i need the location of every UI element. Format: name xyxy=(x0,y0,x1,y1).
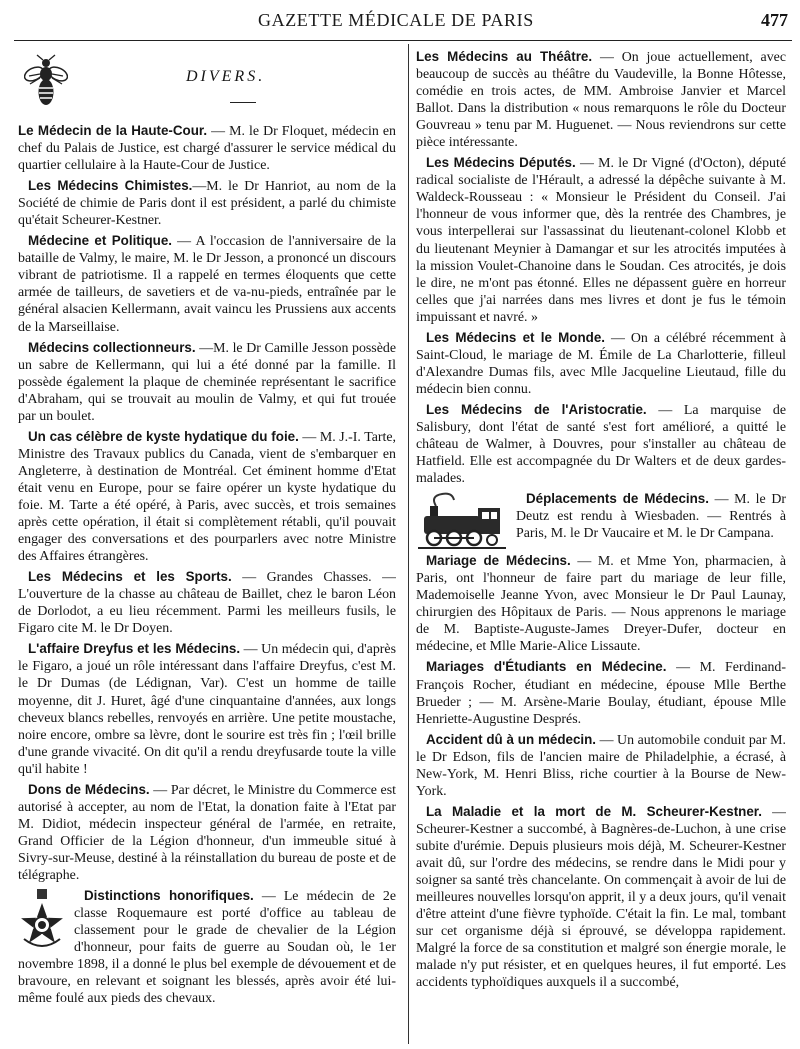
legion-of-honour-medal-icon xyxy=(18,889,66,951)
journal-title: GAZETTE MÉDICALE DE PARIS xyxy=(258,10,534,30)
article-heading: La Maladie et la mort de M. Scheurer-Kestner. xyxy=(426,803,762,819)
article-heading: Médecine et Politique. xyxy=(28,233,173,249)
left-column xyxy=(18,48,396,1010)
article xyxy=(18,428,396,565)
article-body: — On a célébré récemment à Saint-Cloud, le mariage de M. Émile de La Charlotterie, filleul d'Alexandre Dumas fils, avec Mlle Jacqueline Lieutaud, fille du médecin bien connu. xyxy=(416,330,786,397)
section-header xyxy=(18,48,396,122)
header-rule xyxy=(14,40,792,41)
article-heading: Les Médecins Députés. xyxy=(426,155,576,171)
article-body: — M. J.-I. Tarte, Ministre des Travaux publics du Canada, vient de s'embarquer en Angleterre, à destination de Montréal. Cet éminent homme d'Etat était venu en Europe, pour se faire opérer un kyste hydatique du foie. M. Tarte a été opéré, à Paris, avec succès, et trois semaines après cette opération, il était si complètement rétabli, qu'il pouvait engager des conversations et des pourparlers avec notre Ministre des Affaires étrangères. xyxy=(18,429,396,565)
article xyxy=(18,122,396,174)
article xyxy=(18,177,396,229)
article-body: — La marquise de Salisbury, dont l'état de santé s'est fort amélioré, a quitté le château de Walmer, à Douvres, pour s'installer au château de Hatfield. Elle est accompagnée du Dr Walters et de deux gardes-malades. xyxy=(416,402,786,487)
page-number: 477 xyxy=(761,10,788,30)
article xyxy=(416,803,786,992)
right-column xyxy=(416,48,786,994)
article xyxy=(416,731,786,800)
article-heading: Les Médecins et les Sports. xyxy=(28,569,232,585)
bee-icon xyxy=(24,54,68,108)
article xyxy=(416,658,786,727)
column-divider xyxy=(408,44,409,1044)
section-rule xyxy=(230,102,256,103)
article-body: — M. le Dr Deutz est rendu à Wiesbaden. — Rentrés à Paris, M. le Dr Vaucaire et M. le Dr Campana. xyxy=(516,492,786,542)
article xyxy=(416,401,786,487)
article xyxy=(18,232,396,335)
article-body: —M. le Dr Camille Jesson possède un sabre de Kellermann, qui lui a été donné par la famille. Il possède également la plaque de cheminée représentant le sacrifice d'Abraham, qui se trouvait au moulin de Valmy, et qui fut trouée par un boulet. xyxy=(18,340,396,424)
article-body: —M. le Dr Hanriot, au nom de la Société de chimie de Paris dont il est président, a parlé du chimiste qu'était Scheurer-Kestner. xyxy=(18,179,396,229)
article-heading: Le Médecin de la Haute-Cour. xyxy=(18,123,208,138)
article xyxy=(416,490,786,542)
article xyxy=(18,887,396,1007)
section-title: DIVERS. xyxy=(186,68,266,85)
article-heading: Les Médecins de l'Aristocratie. xyxy=(426,401,647,417)
article xyxy=(18,781,396,884)
article-heading: Distinctions honorifiques. xyxy=(84,888,254,904)
article-heading: Accident dû à un médecin. xyxy=(426,731,597,747)
article-heading: Médecins collectionneurs. xyxy=(28,339,196,355)
article xyxy=(416,329,786,398)
article-body: — On joue actuellement, avec beaucoup de succès au théâtre du Vaudeville, la Bonne Hôtesse, comédie en trois actes, de MM. Ambroise Janvier et Marcel Ballot. Dans la distribution « nous remarquons le rôle du Docteur Gouvreau » tenu par M. Huguenet. — Nous reviendrons sur cette pièce intéressante. xyxy=(416,50,786,151)
article-body: — Scheurer-Kestner a succombé, à Bagnères-de-Luchon, à une crise subite d'urémie. Depuis plusieurs mois déjà, M. Scheurer-Kestner avait dû, sur l'ordre des médecins, se rendre dans le Midi pour y soigner sa santé très chancelante. On commençait à avoir de lui de meilleures nouvelles lorsqu'on apprit, il y a deux jours, qu'il venait d'être atteint d'une fièvre typhoïde. C'était la fin. Le mal, tombant sur cet organisme déjà si éprouvé, se développa rapidement. Malgré la force de sa constitution et malgré son énergie morale, le malade n'y put résister, et en quelques heures, il fut emporté. Les accidents typhoïdiques auxquels il a succombé, xyxy=(416,804,786,991)
article-heading: Un cas célèbre de kyste hydatique du foie. xyxy=(28,428,299,444)
article xyxy=(18,339,396,425)
article-body: — Un médecin qui, d'après le Figaro, a joué un rôle intéressant dans l'affaire Dreyfus, c'est M. le Dr Dumas (de Lédignan, Var). C'est un homme de taille moyenne, dit J. Huret, âgé d'une cinquantaine d'années, aux longs cheveux blancs rebelles, renvoyés en arrière. Une petite moustache, noire encore, ombre sa lèvre, dont le sourire est très fin ; l'œil brille d'une grande vivacité. On dit qu'il a rendu dreyfusarde toute la ville qu'il habite ! xyxy=(18,642,396,777)
article-heading: Les Médecins au Théâtre. xyxy=(416,49,593,64)
article-heading: Dons de Médecins. xyxy=(28,781,150,797)
article-body: — Un automobile conduit par M. le Dr Edson, fils de l'ancien maire de Philadelphie, a écrasé, à New-York, M. Henri Bliss, riche courtier à la Bourse de New-York. xyxy=(416,732,786,799)
article-body: — M. et Mme Yon, pharmacien, à Paris, ont l'honneur de faire part du mariage de leur fille, Mademoiselle Jeanne Yvon, avec Monsieur le Dr Paul Launay, chirurgien des Hôpitaux de Paris. — Nous apprenons le mariage de M. Baptiste-Auguste-James Dreyer-Dufer, docteur en médecine, et Mlle Marie-Alice Lissaute. xyxy=(416,554,786,655)
article xyxy=(416,48,786,151)
article-heading: Les Médecins et le Monde. xyxy=(426,329,606,345)
article-body: — Grandes Chasses. — L'ouverture de la chasse au château de Baillet, chez le baron Léon de Dorlodot, a eu lieu récemment. Parmi les meilleurs fusils, le Figaro cite M. le Dr Doyen. xyxy=(18,570,396,637)
article xyxy=(18,640,396,777)
article-body: — M. le Dr Floquet, médecin en chef du Palais de Justice, est chargé d'assurer le service médical du quartier cellulaire à la Haute-Cour de Justice. xyxy=(18,124,396,174)
article-heading: Déplacements de Médecins. xyxy=(526,491,709,507)
article-heading: L'affaire Dreyfus et les Médecins. xyxy=(28,641,241,657)
article xyxy=(416,552,786,655)
article-body: — Par décret, le Ministre du Commerce est autorisé à accepter, au nom de l'Etat, la donation faite à l'Etat par M. Didiot, médecin inspecteur général de l'armée, en retraite, Grand Officier de la Légion d'honneur, d'un immeuble situé à Sivry-sur-Meuse, destiné à la réinstallation du bureau de poste et de télégraphe. xyxy=(18,782,396,883)
article-body: — Le médecin de 2e classe Roquemaure est porté d'office au tableau de classement pour le grade de chevalier de la Légion d'honneur, pour faits de guerre au Soudan où, le 1er novembre 1898, il a donné le plus bel exemple de dévouement et de bravoure, en relevant et soignant les blessés, après avoir été lui-même foulé aux pieds des chevaux. xyxy=(18,889,396,1007)
article xyxy=(416,154,786,325)
page-header xyxy=(0,0,800,42)
article-body: — M. le Dr Vigné (d'Octon), député radical socialiste de l'Hérault, a adressé la dépêche suivante à M. Waldeck-Rousseau : « Monsieur le Président du Conseil. J'ai l'honneur de vous informer que, dès la rentrée des Chambres, je vous interpellerai sur l'assassinat du lieutenant-colonel Klobb et du lieutenant Meynier à Damangar et sur les atrocités imputées à la mission Voulet-Chanoine dans le Soudan. Ces atrocités, je dois le dire, ne m'ont pas étonné. Elles ne dépassent guère en horreur celles que j'ai narrées dans mes livres et dont je fus le témoin impuissant et navré. » xyxy=(416,156,786,325)
article-heading: Les Médecins Chimistes. xyxy=(28,178,193,194)
article-body: — A l'occasion de l'anniversaire de la bataille de Valmy, le maire, M. le Dr Jesson, a prononcé un discours vibrant de patriotisme. Il a rappelé en termes éloquents que cette armée de tailleurs, de savetiers et de va-nu-pieds, entraînée par le général alsacien Kellermann, avait vaincu les Prussiens aux accents de la Marseillaise. xyxy=(18,234,396,335)
train-icon xyxy=(416,492,508,550)
article-heading: Mariage de Médecins. xyxy=(426,553,571,569)
article xyxy=(18,568,396,637)
article-body: — M. Ferdinand-François Rocher, étudiant en médecine, épouse Mlle Berthe Brueder ; — M. Arsène-Marie Boulay, étudiant, épouse Mlle Henriette-Augustine Després. xyxy=(416,660,786,727)
article-heading: Mariages d'Étudiants en Médecine. xyxy=(426,659,667,675)
